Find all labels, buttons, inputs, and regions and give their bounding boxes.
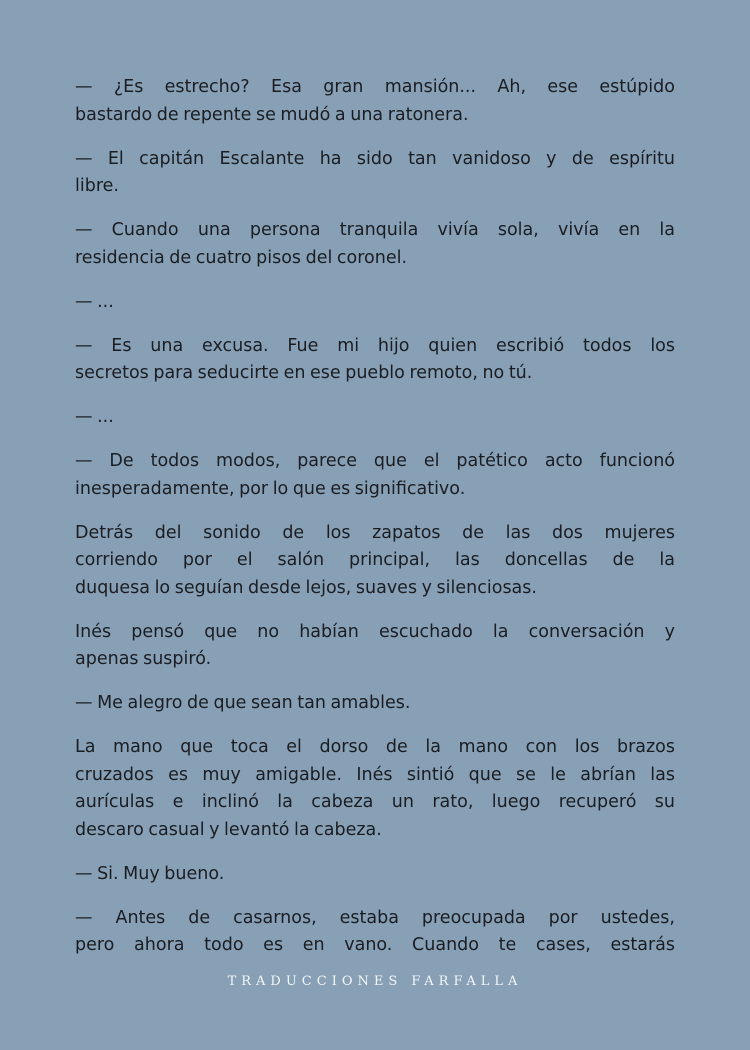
text-line: — Antes de casarnos, estaba preocupada por ustedes, — [75, 907, 675, 928]
text-line: residencia de cuatro pisos del coronel. — [75, 247, 408, 268]
paragraph — [75, 690, 675, 718]
paragraph — [75, 520, 675, 603]
page-body-text — [75, 74, 675, 976]
paragraph — [75, 74, 675, 129]
text-line: La mano que toca el dorso de la mano con los brazos — [75, 737, 675, 757]
text-line: — Me alegro de que sean tan amables. — [75, 693, 411, 713]
paragraph — [75, 289, 675, 317]
text-line: secretos para seducirte en ese pueblo remoto, no tú. — [75, 363, 533, 383]
text-line: aurículas e inclinó la cabeza un rato, luego recuperó su — [75, 792, 675, 812]
paragraph — [75, 448, 675, 503]
paragraph — [75, 404, 675, 432]
text-line: corriendo por el salón principal, las doncellas de la — [75, 550, 675, 570]
paragraph — [75, 619, 675, 674]
text-line: — ... — [75, 291, 114, 312]
paragraph — [75, 333, 675, 388]
footer-credit: TRADUCCIONES FARFALLA — [227, 974, 523, 989]
text-line: libre. — [75, 176, 119, 196]
text-line: descaro casual y levantó la cabeza. — [75, 819, 382, 840]
paragraph — [75, 861, 675, 889]
text-line: bastardo de repente se mudó a una ratonera. — [75, 104, 469, 125]
text-line: — Es una excusa. Fue mi hijo quien escribió todos los — [75, 335, 675, 356]
text-line: inesperadamente, por lo que es significativo. — [75, 478, 466, 499]
text-line: — Cuando una persona tranquila vivía sola, vivía en la — [75, 220, 675, 240]
text-line: Detrás del sonido de los zapatos de las dos mujeres — [75, 522, 675, 543]
text-line: duquesa lo seguían desde lejos, suaves y silenciosas. — [75, 577, 537, 598]
text-line: apenas suspiró. — [75, 649, 212, 669]
text-line: — Si. Muy bueno. — [75, 863, 225, 884]
text-line: — ... — [75, 407, 114, 427]
text-line: Inés pensó que no habían escuchado la conversación y — [75, 621, 675, 642]
text-line: — ¿Es estrecho? Esa gran mansión... Ah, ese estúpido — [75, 77, 675, 97]
paragraph — [75, 905, 675, 960]
text-line: cruzados es muy amigable. Inés sintió que se le abrían las — [75, 764, 675, 785]
text-line: — De todos modos, parece que el patético acto funcionó — [75, 451, 675, 471]
text-line: — El capitán Escalante ha sido tan vanidoso y de espíritu — [75, 148, 675, 169]
paragraph — [75, 734, 675, 844]
paragraph — [75, 217, 675, 272]
text-line: pero ahora todo es en vano. Cuando te cases, estarás — [75, 935, 675, 955]
paragraph — [75, 146, 675, 201]
